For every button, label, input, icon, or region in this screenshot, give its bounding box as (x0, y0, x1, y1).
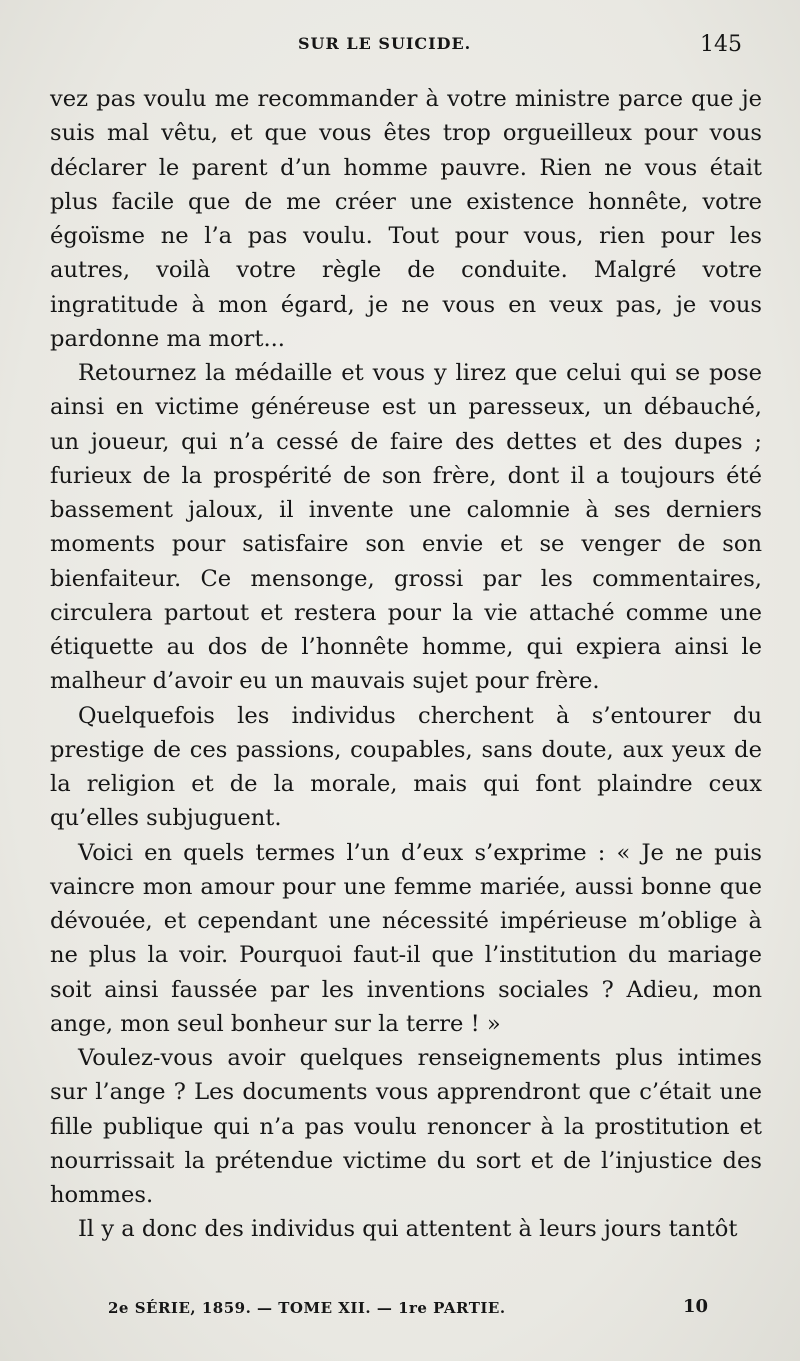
paragraph-6: Il y a donc des individus qui attentent à leurs jours tantôt (78, 1216, 738, 1243)
printer-signature (0, 1296, 800, 1326)
paragraph-5: Voulez-vous avoir quelques renseignements plus intimes sur l’ange ? Les documents vous apprendront que c’était une fille publique qui n’a pas voulu renoncer à la prostitution et nourrissait la prétendue victime du sort et de l’injustice des hommes. (50, 1045, 762, 1208)
paragraph-3: Quelquefois les individus cherchent à s’entourer du prestige de ces passions, coupables, sans doute, aux yeux de la religion et de la morale, mais qui font plaindre ceux qu’elles subjuguent. (50, 702, 762, 832)
signature-line: 2e SÉRIE, 1859. — TOME XII. — 1re PARTIE. (108, 1299, 506, 1317)
running-title: SUR LE SUICIDE. (298, 34, 472, 53)
paragraph-1: vez pas voulu me recommander à votre ministre parce que je suis mal vêtu, et que vous êtes trop orgueilleux pour vous déclarer le parent d’un homme pauvre. Rien ne vous était plus facile que de me créer une existence honnête, votre égoïsme ne l’a pas voulu. Tout pour vous, rien pour les autres, voilà votre règle de conduite. Malgré votre ingratitude à mon égard, je ne vous en veux pas, je vous pardonne ma mort... (50, 86, 762, 352)
paragraph-4: Voici en quels termes l’un d’eux s’exprime : « Je ne puis vaincre mon amour pour une femme mariée, aussi bonne que dévouée, et cependant une nécessité impérieuse m’oblige à ne plus la voir. Pourquoi faut-il que l’institution du mariage soit ainsi faussée par les inventions sociales ? Adieu, mon ange, mon seul bonheur sur la terre ! » (50, 839, 762, 1037)
running-head (0, 32, 800, 66)
paragraph-2: Retournez la médaille et vous y lirez que celui qui se pose ainsi en victime généreuse est un paresseux, un débauché, un joueur, qui n’a cessé de faire des dettes et des dupes ; furieux de la prospérité de son frère, dont il a toujours été bassement jaloux, il invente une calomnie à ses derniers moments pour satisfaire son envie et se venger de son bienfaiteur. Ce mensonge, grossi par les commentaires, circulera partout et restera pour la vie attaché comme une étiquette au dos de l’honnête homme, qui expiera ainsi le malheur d’avoir eu un mauvais sujet pour frère. (50, 360, 762, 695)
body-text (50, 82, 762, 1247)
page-number: 145 (700, 32, 742, 57)
sheet-number: 10 (682, 1296, 708, 1317)
